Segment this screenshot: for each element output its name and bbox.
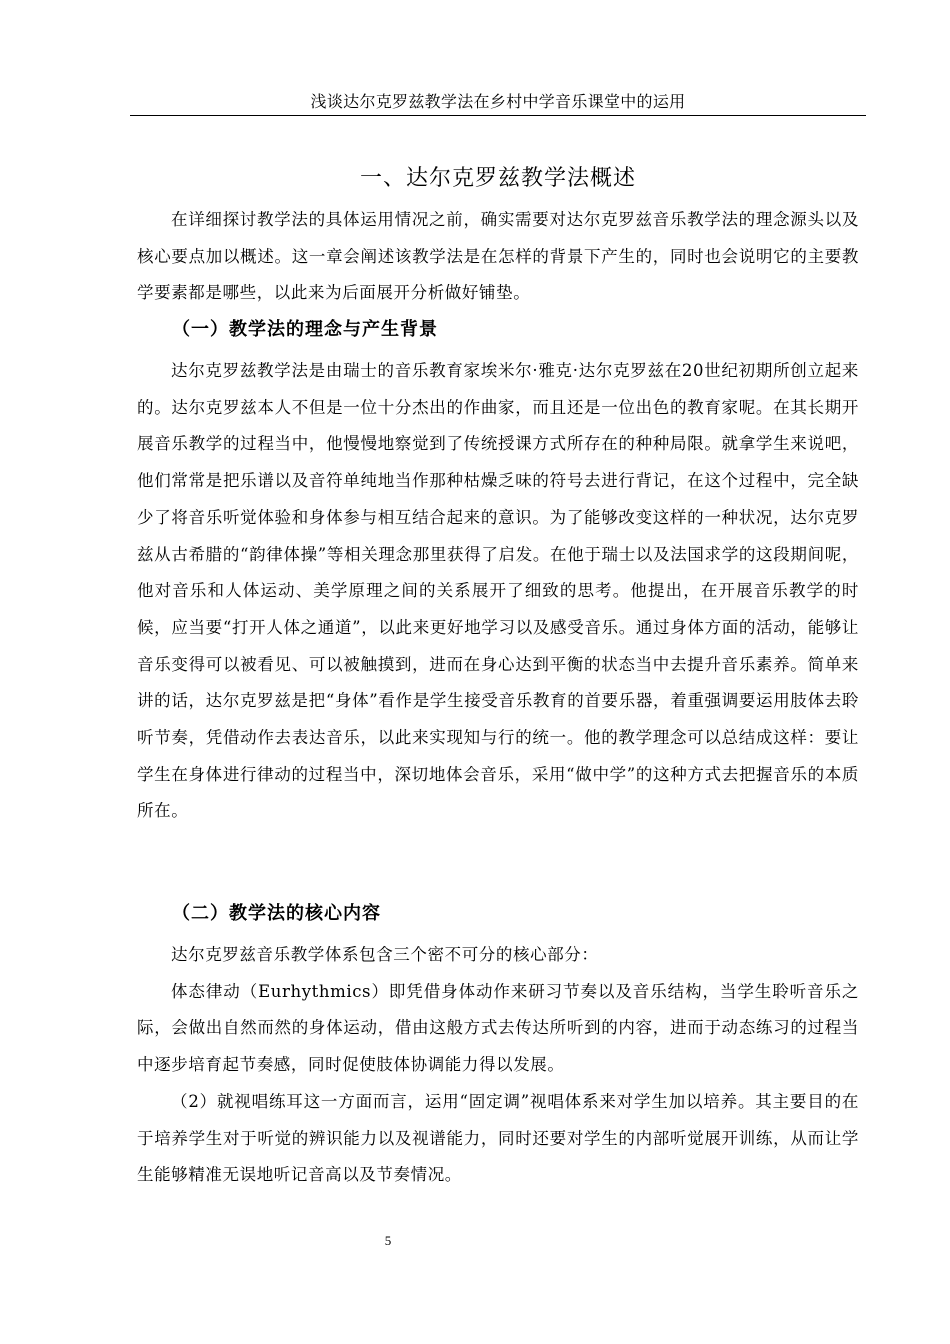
section-1-paragraph: 达尔克罗兹教学法是由瑞士的音乐教育家埃米尔·雅克·达尔克罗兹在20世纪初期所创立起来的。达尔克罗兹本人不但是一位十分杰出的作曲家，而且还是一位出色的教育家呢。在其长期开展音乐教学的过程当中，他慢慢地察觉到了传统授课方式所存在的种种局限。就拿学生来说吧，他们常常是把乐谱以及音符单纯地当作那种枯燥乏味的符号去进行背记，在这个过程中，完全缺少了将音乐听觉体验和身体参与相互结合起来的意识。为了能够改变这样的一种状况，达尔克罗兹从古希腊的“韵律体操”等相关理念那里获得了启发。在他于瑞士以及法国求学的这段期间呢，他对音乐和人体运动、美学原理之间的关系展开了细致的思考。他提出，在开展音乐教学的时候，应当要“打开人体之通道”，以此来更好地学习以及感受音乐。通过身体方面的活动，能够让音乐变得可以被看见、可以被触摸到，进而在身心达到平衡的状态当中去提升音乐素养。简单来讲的话，达尔克罗兹是把“身体”看作是学生接受音乐教育的首要乐器，着重强调要运用肢体去聆听节奏，凭借动作去表达音乐，以此来实现知与行的统一。他的教学理念可以总结成这样：要让学生在身体进行律动的过程当中，深切地体会音乐，采用“做中学”的这种方式去把握音乐的本质所在。 xyxy=(137,361,859,821)
section-heading-1: （一）教学法的理念与产生背景 xyxy=(172,319,438,340)
running-header: 浅谈达尔克罗兹教学法在乡村中学音乐课堂中的运用 xyxy=(310,92,686,111)
section-heading-2: （二）教学法的核心内容 xyxy=(172,903,381,924)
chapter-intro-block xyxy=(137,202,859,312)
chapter-title: 一、达尔克罗兹教学法概述 xyxy=(359,165,636,191)
section-2-paragraph-2: 体态律动（Eurhythmics）即凭借身体动作来研习节奏以及音乐结构，当学生聆听音乐之际，会做出自然而然的身体运动，借由这般方式去传达所听到的内容，进而于动态练习的过程当中逐步培育起节奏感，同时促使肢体协调能力得以发展。 xyxy=(137,981,859,1075)
chapter-intro-paragraph: 在详细探讨教学法的具体运用情况之前，确实需要对达尔克罗兹音乐教学法的理念源头以及核心要点加以概述。这一章会阐述该教学法是在怎样的背景下产生的，同时也会说明它的主要教学要素都是哪些，以此来为后面展开分析做好铺垫。 xyxy=(137,210,859,303)
header-rule xyxy=(130,115,866,116)
page-number: 5 xyxy=(384,1233,392,1248)
section-2-body xyxy=(137,937,859,1194)
section-2-paragraph-1: 达尔克罗兹音乐教学体系包含三个密不可分的核心部分： xyxy=(171,945,599,964)
section-2-paragraph-3: （2）就视唱练耳这一方面而言，运用“固定调”视唱体系来对学生加以培养。其主要目的在于培养学生对于听觉的辨识能力以及视谱能力，同时还要对学生的内部听觉展开训练，从而让学生能够精准无误地听记音高以及节奏情况。 xyxy=(137,1091,859,1185)
section-1-body xyxy=(137,353,859,830)
